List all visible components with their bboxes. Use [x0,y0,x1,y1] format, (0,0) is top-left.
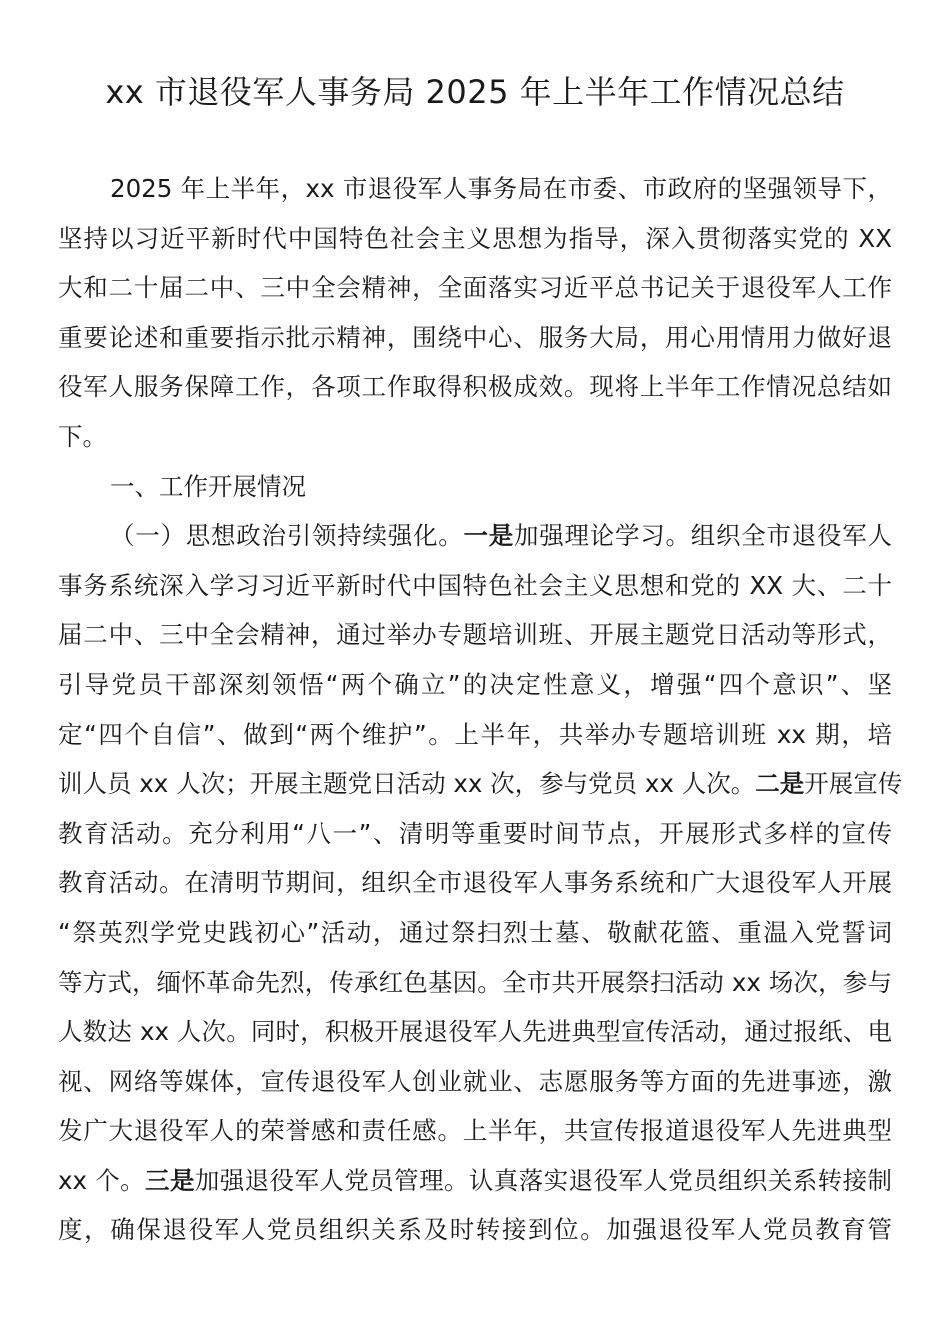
paragraph-line: 引导党员干部深刻领悟“两个确立”的决定性意义，增强“四个意识”、坚 [58,669,892,699]
document-body [58,164,903,1255]
paragraph-line: 重要论述和重要指示批示精神，围绕中心、服务大局，用心用情用力做好退 [58,322,892,352]
paragraph-line [58,1156,892,1206]
ordinal-marker: 二是 [755,769,805,799]
ordinal-marker: 一是 [463,521,514,551]
section-heading: 一、工作开展情况 [110,471,306,501]
paragraph-line [58,759,903,809]
paragraph-line: 坚持以习近平新时代中国特色社会主义思想为指导，深入贯彻落实党的 XX [58,223,892,253]
paragraph-line: 人数达 xx 人次。同时，积极开展退役军人先进典型宣传活动，通过报纸、电 [58,1017,892,1047]
paragraph-line: 下。 [58,421,107,451]
line-text: 加强理论学习。组织全市退役军人 [514,521,892,551]
paragraph-line: 2025 年上半年，xx 市退役军人事务局在市委、市政府的坚强领导下， [110,174,892,203]
ordinal-marker: 三是 [145,1165,195,1195]
document-title: xx 市退役军人事务局 2025 年上半年工作情况总结 [105,73,845,111]
paragraph-line: 度，确保退役军人党员组织关系及时转接到位。加强退役军人党员教育管 [58,1215,892,1245]
line-text: 训人员 xx 人次；开展主题党日活动 xx 次，参与党员 xx 人次。 [58,769,756,799]
paragraph-line [58,511,892,561]
line-text: xx 个。 [58,1165,146,1195]
line-text: 开展宣传 [804,769,903,799]
line-text: 加强退役军人党员管理。认真落实退役军人党员组织关系转接制 [194,1165,892,1195]
paragraph-line: 教育活动。充分利用“八一”、清明等重要时间节点，开展形式多样的宣传 [58,818,892,848]
paragraph-line: 等方式，缅怀革命先烈，传承红色基因。全市共开展祭扫活动 xx 场次，参与 [58,967,892,997]
paragraph-line: “祭英烈学党史践初心”活动，通过祭扫烈士墓、敬献花篮、重温入党誓词 [58,917,892,947]
paragraph-line: 大和二十届二中、三中全会精神，全面落实习近平总书记关于退役军人工作 [58,273,892,303]
paragraph-line: 届二中、三中全会精神，通过举办专题培训班、开展主题党日活动等形式， [58,620,892,650]
paragraph-line: 定“四个自信”、做到“两个维护”。上半年，共举办专题培训班 xx 期，培 [58,719,892,749]
paragraph-line: 事务系统深入学习习近平新时代中国特色社会主义思想和党的 XX 大、二十 [58,570,892,600]
paragraph-line: 教育活动。在清明节期间，组织全市退役军人事务系统和广大退役军人开展 [58,868,892,898]
paragraph-line: 役军人服务保障工作，各项工作取得积极成效。现将上半年工作情况总结如 [58,372,892,402]
paragraph-line: 视、网络等媒体，宣传退役军人创业就业、志愿服务等方面的先进事迹，激 [58,1066,892,1096]
subsection-title: （一）思想政治引领持续强化。 [110,521,464,551]
paragraph-line: 发广大退役军人的荣誉感和责任感。上半年，共宣传报道退役军人先进典型 [58,1116,892,1146]
